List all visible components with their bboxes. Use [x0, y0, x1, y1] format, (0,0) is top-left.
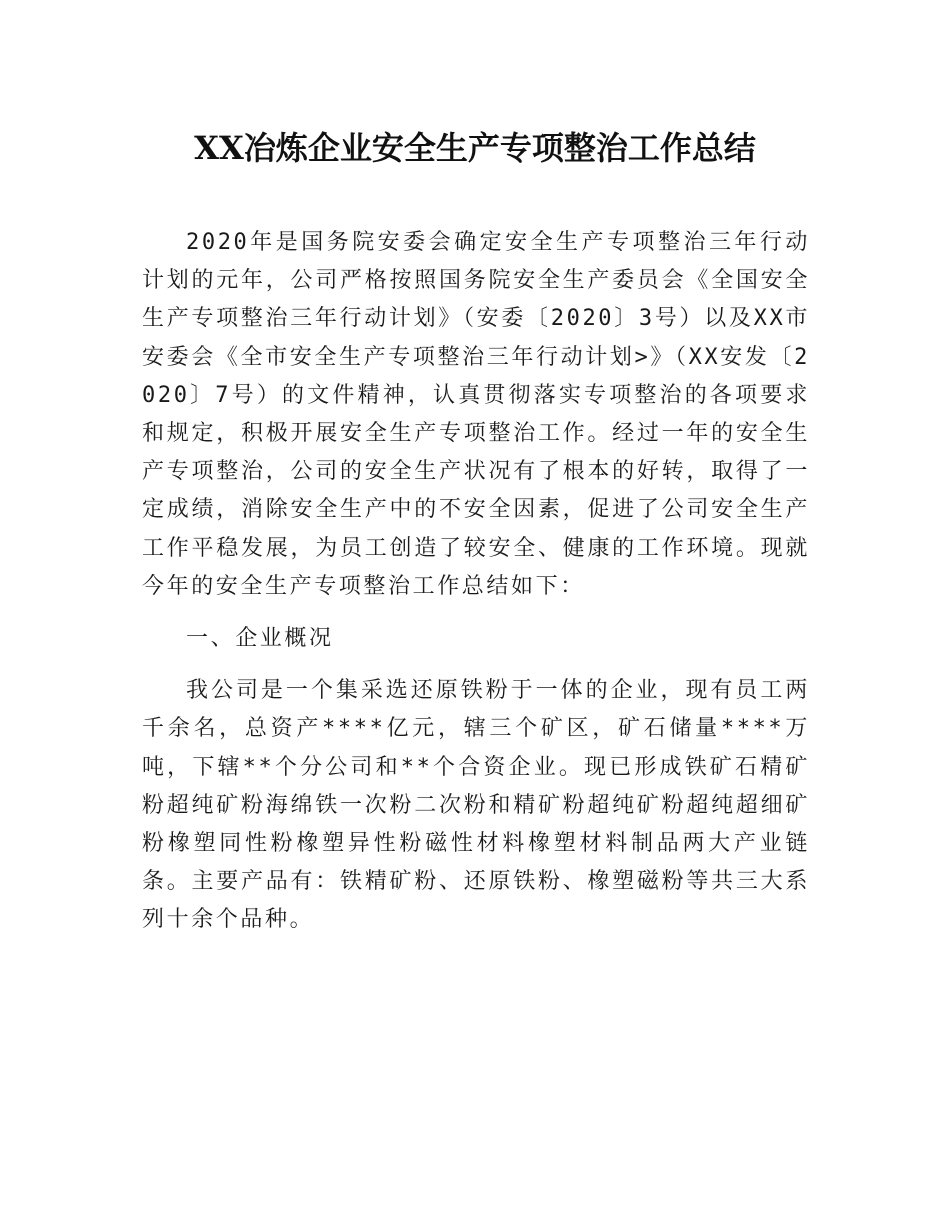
- document-title: XX冶炼企业安全生产专项整治工作总结: [194, 129, 756, 167]
- document-body: [142, 224, 810, 940]
- paragraph-company-overview: 我公司是一个集采选还原铁粉于一体的企业，现有员工两千余名，总资产****亿元，辖三个矿区，矿石储量****万吨，下辖**个分公司和**个合资企业。现已形成铁矿石精矿粉超纯矿粉海绵铁一次粉二次粉和精矿粉超纯矿粉超纯超细矿粉橡塑同性粉橡塑异性粉磁性材料橡塑材料制品两大产业链条。主要产品有：铁精矿粉、还原铁粉、橡塑磁粉等共三大系列十余个品种。: [142, 678, 810, 933]
- section-heading-overview: 一、企业概况: [186, 626, 334, 652]
- paragraph-intro: 2020年是国务院安委会确定安全生产专项整治三年行动计划的元年，公司严格按照国务院安全生产委员会《全国安全生产专项整治三年行动计划》（安委〔2020〕3号）以及XX市安委会《全市安全生产专项整治三年行动计划>》（XX安发〔2020〕7号）的文件精神，认真贯彻落实专项整治的各项要求和规定，积极开展安全生产专项整治工作。经过一年的安全生产专项整治，公司的安全生产状况有了根本的好转，取得了一定成绩，消除安全生产中的不安全因素，促进了公司安全生产工作平稳发展，为员工创造了较安全、健康的工作环境。现就今年的安全生产专项整治工作总结如下：: [142, 230, 810, 599]
